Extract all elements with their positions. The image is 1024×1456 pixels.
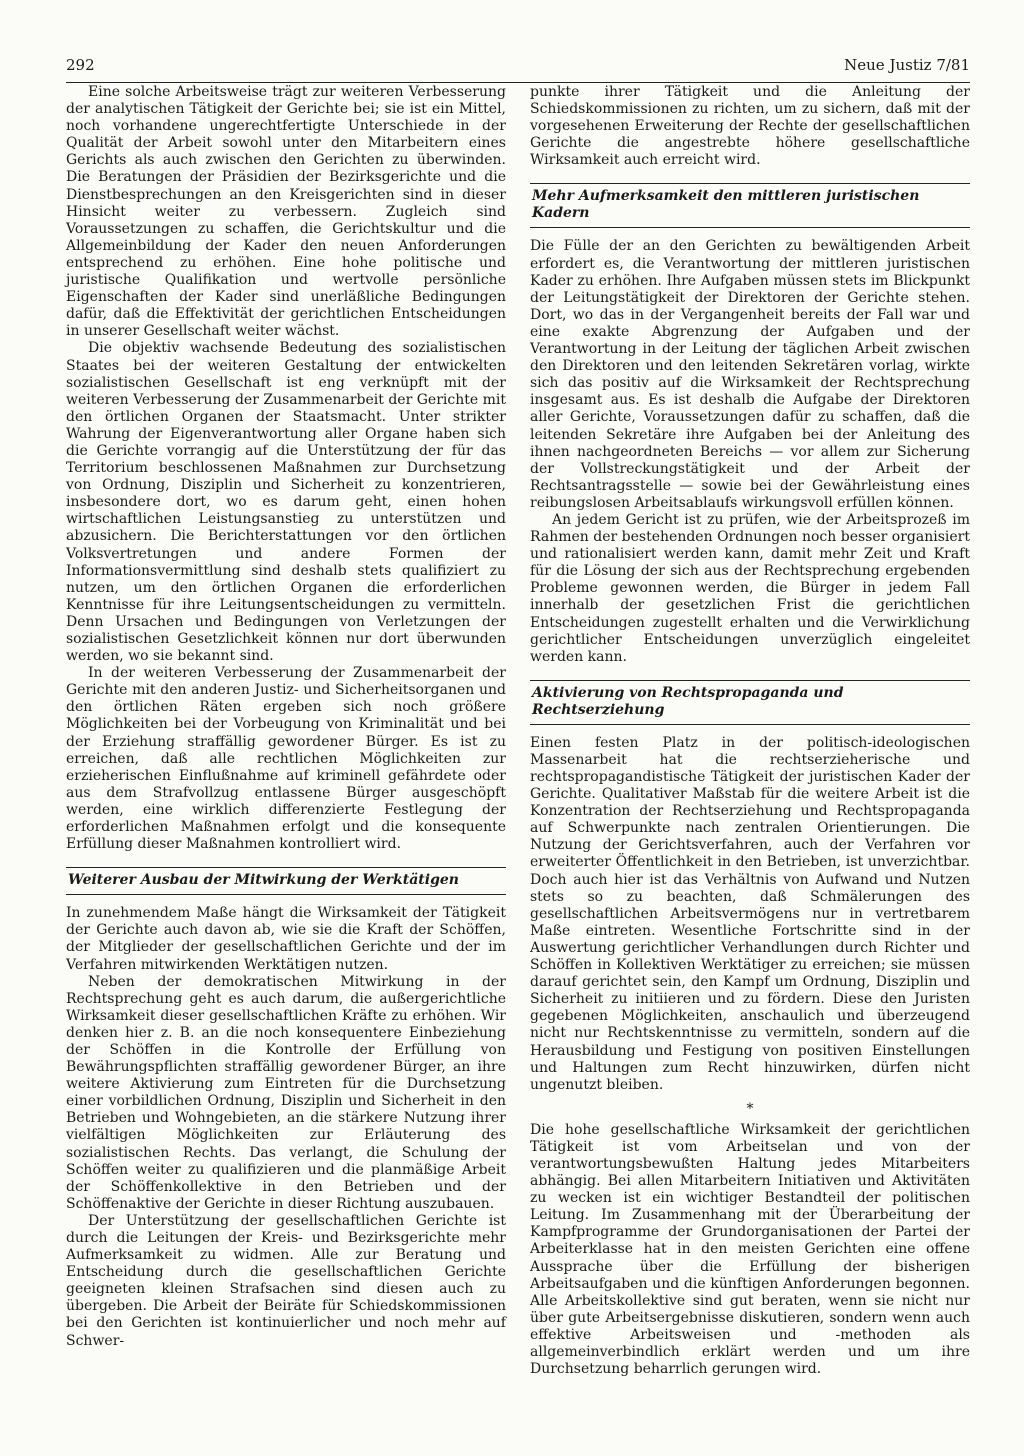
section-heading: Mehr Aufmerksamkeit den mittleren juristischen Kadern: [530, 183, 970, 228]
page-number: 292: [66, 56, 95, 74]
paragraph: Die Fülle der an den Gerichten zu bewältigenden Arbeit erfordert es, die Verantwortung der mittleren juristischen Kader zu erhöhen. Ihre Aufgaben müssen stets im Blickpunkt der Leitungstätigkeit der Direktoren der Gerichte stehen. Dort, wo das in der Vergangenheit bereits der Fall war und eine exakte Abgrenzung der Aufgaben und der Verantwortung in der Leitung der täglichen Arbeit zwischen den Direktoren und den leitenden Sekretären vorlag, wirkte sich das positiv auf die Wirksamkeit der Rechtsprechung insgesamt aus. Es ist deshalb die Aufgabe der Direktoren aller Gerichte, Voraussetzungen dafür zu schaffen, daß die leitenden Sekretäre ihre Aufgaben bei der Anleitung des ihnen nachgeordneten Bereichs — vor allem zur Sicherung der Vollstreckungstätigkeit und der Arbeit der Rechtsantragsstelle — sowie bei der Gewährleistung eines reibungslosen Arbeitsablaufs wirkungsvoll erfüllen können.: [530, 238, 970, 511]
paragraph: Eine solche Arbeitsweise trägt zur weiteren Verbesserung der analytischen Tätigkeit der Gerichte bei; sie ist ein Mittel, noch vorhandene ungerechtfertigte Unterschiede in der Qualität der Arbeit sowohl unter den Mitarbeitern eines Gerichts als auch zwischen den Gerichten zu überwinden. Die Beratungen der Präsidien der Bezirksgerichte und die Dienstbesprechungen an den Kreisgerichten sind in dieser Hinsicht weiter zu verbessern. Zugleich sind Voraussetzungen zu schaffen, die Gerichtskultur und die Allgemeinbildung der Kader den neuen Anforderungen entsprechend zu erhöhen. Eine hohe politische und juristische Qualifikation und wertvolle persönliche Eigenschaften der Kader sind unerläßliche Bedingungen dafür, daß die Effektivität der gerichtlichen Entscheidungen in unserer Gesellschaft weiter wächst.: [66, 84, 506, 340]
paragraph: Die hohe gesellschaftliche Wirksamkeit der gerichtlichen Tätigkeit ist vom Arbeitselan und von der verantwortungsbewußten Haltung jedes Mitarbeiters abhängig. Bei allen Mitarbeitern Initiativen und Aktivitäten zu wecken ist ein wichtiger Bestandteil der politischen Leitung. Im Zusammenhang mit der Überarbeitung der Kampfprogramme der Grundorganisationen der Partei der Arbeiterklasse hat in den meisten Gerichten eine offene Aussprache über die Erfüllung der bisherigen Arbeitsaufgaben und die künftigen Anforderungen begonnen. Alle Arbeitskollektive sind gut beraten, wenn sie nicht nur über gute Arbeitsergebnisse diskutieren, sondern wenn auch effektive Arbeitsweisen und -methoden als allgemeinverbindlich erklärt werden und um ihre Durchsetzung beharrlich gerungen wird.: [530, 1121, 970, 1378]
paragraph: In der weiteren Verbesserung der Zusammenarbeit der Gerichte mit den anderen Justiz- und Sicherheitsorganen und den örtlichen Räten ergeben sich noch größere Möglichkeiten bei der Vorbeugung von Kriminalität und bei der Erziehung straffällig gewordener Bürger. Es ist zu erreichen, daß alle rechtlichen Möglichkeiten zur erzieherischen Einflußnahme auf kriminell gefährdete oder aus dem Strafvollzug entlassene Bürger ausgeschöpft werden, eine wirklich differenzierte Festlegung der erforderlichen Maßnahmen erfolgt und die konsequente Erfüllung dieser Maßnahmen kontrolliert wird.: [66, 665, 506, 853]
paragraph: punkte ihrer Tätigkeit und die Anleitung der Schiedskommissionen zu richten, um zu sichern, daß mit der vorgesehenen Erweiterung der Rechte der gesellschaftlichen Gerichte die angestrebte höhere gesellschaftliche Wirksamkeit auch erreicht wird.: [530, 84, 970, 169]
paragraph: In zunehmendem Maße hängt die Wirksamkeit der Tätigkeit der Gerichte auch davon ab, wie sie die Kraft der Schöffen, der Mitglieder der gesellschaftlichen Gerichte und der im Verfahren mitwirkenden Werktätigen nutzen.: [66, 905, 506, 973]
section-separator: *: [746, 1100, 754, 1117]
paragraph: Neben der demokratischen Mitwirkung in der Rechtsprechung geht es auch darum, die außergerichtliche Wirksamkeit dieser gesellschaftlichen Kräfte zu erhöhen. Wir denken hier z. B. an die noch konsequentere Einbeziehung der Schöffen in die Kontrolle der Erfüllung von Bewährungspflichten straffällig gewordener Bürger, an ihre weitere Aktivierung zum Eintreten für die Durchsetzung einer vorbildlichen Ordnung, Disziplin und Sicherheit in den Betrieben und Wohngebieten, an die stärkere Nutzung ihrer vielfältigen Möglichkeiten zur Erläuterung des sozialistischen Rechts. Das verlangt, die Schulung der Schöffen weiter zu qualifizieren und die planmäßige Arbeit der Schöffenkollektive in den Betrieben und der Schöffenaktive der Gerichte in dieser Richtung auszubauen.: [66, 973, 506, 1212]
section-heading: Weiterer Ausbau der Mitwirkung der Werktätigen: [66, 867, 506, 895]
left-column: [66, 84, 506, 1350]
section-heading: Aktivierung von Rechtspropaganda und Rechtserziehung: [530, 680, 970, 725]
paragraph: An jedem Gericht ist zu prüfen, wie der Arbeitsprozeß im Rahmen der bestehenden Ordnungen noch besser organisiert und rationalisiert werden kann, damit mehr Zeit und Kraft für die Lösung der sich aus der Rechtsprechung ergebenden Probleme gewonnen werden, die Bürger in jedem Fall innerhalb der gesetzlichen Frist die gerichtlichen Entscheidungen zugestellt erhalten und die Verwirklichung gerichtlicher Entscheidungen unverzüglich eingeleitet werden kann.: [530, 511, 970, 665]
paragraph: Einen festen Platz in der politisch-ideologischen Massenarbeit hat die rechtserzieherische und rechtspropagandistische Tätigkeit der juristischen Kader der Gerichte. Qualitativer Maßstab für die weitere Arbeit ist die Konzentration der Rechtserziehung und Rechtspropaganda auf Schwerpunkte nach zentralen Orientierungen. Die Nutzung der Gerichtsverfahren, auch der Verfahren vor erweiterter Öffentlichkeit in den Betrieben, ist unverzichtbar. Doch auch hier ist das Verhältnis von Aufwand und Nutzen stets so zu beachten, daß Schmälerungen des gesellschaftlichen Arbeitsvermögens nur in vertretbarem Maße eintreten. Wesentliche Fortschritte sind in der Auswertung gerichtlicher Verhandlungen durch Richter und Schöffen in Kollektiven Werktätiger zu erreichen; sie müssen darauf gerichtet sein, den Kampf um Ordnung, Disziplin und Sicherheit zu initiieren und zu fördern. Diese den Juristen gegebenen Möglichkeiten, anschaulich und überzeugend nicht nur Rechtskenntnisse zu vermitteln, sondern auf die Herausbildung und Festigung von positiven Einstellungen und Haltungen zum Recht hinzuwirken, dürfen nicht ungenutzt bleiben.: [530, 734, 970, 1093]
journal-issue: Neue Justiz 7/81: [844, 56, 970, 74]
page-header: [66, 52, 970, 83]
paragraph: Die objektiv wachsende Bedeutung des sozialistischen Staates bei der weiteren Gestaltung der entwickelten sozialistischen Gesellschaft ist eng verknüpft mit der weiteren Verbesserung der Zusammenarbeit der Gerichte mit den örtlichen Organen der Staatsmacht. Unter strikter Wahrung der Eigenverantwortung aller Organe haben sich die Gerichte vorrangig auf die Unterstützung der für das Territorium beschlossenen Maßnahmen zur Durchsetzung von Ordnung, Disziplin und Sicherheit zu konzentrieren, insbesondere dort, wo es darum geht, einen hohen wirtschaftlichen Leistungsanstieg zu unterstützen und abzusichern. Die Berichterstattungen vor den örtlichen Volksvertretungen und andere Formen der Informationsvermittlung sind deshalb stets qualifiziert zu nutzen, um den örtlichen Organen die erforderlichen Kenntnisse für ihre Leitungsentscheidungen zu vermitteln. Denn Ursachen und Bedingungen von Verletzungen der sozialistischen Gesetzlichkeit können nur dort überwunden werden, wo sie bekannt sind.: [66, 340, 506, 665]
right-column: [530, 84, 970, 1378]
paragraph: Der Unterstützung der gesellschaftlichen Gerichte ist durch die Leitungen der Kreis- und Bezirksgerichte mehr Aufmerksamkeit zu widmen. Alle zur Beratung und Entscheidung durch die gesellschaftlichen Gerichte geeigneten kleinen Strafsachen sind diesen auch zu übergeben. Die Arbeit der Beiräte für Schiedskommissionen bei den Gerichten ist kontinuierlicher und noch mehr auf Schwer-: [66, 1212, 506, 1349]
